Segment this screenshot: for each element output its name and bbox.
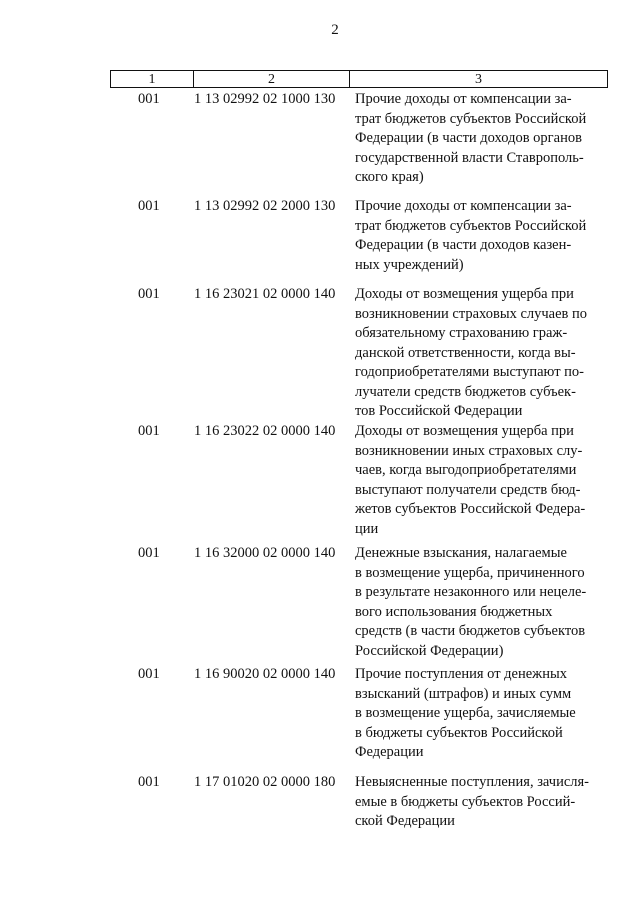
income-description: Прочие доходы от компенсации за- трат бюджетов субъектов Российской Федерации (в части доходов органов государственной власти Ставрополь- ского края)	[355, 91, 587, 185]
admin-code: 001	[138, 423, 160, 439]
budget-classification-code: 1 13 02992 02 1000 130	[194, 91, 336, 107]
budget-classification-code: 1 16 23021 02 0000 140	[194, 286, 336, 302]
admin-code: 001	[138, 91, 160, 107]
budget-classification-code: 1 13 02992 02 2000 130	[194, 198, 336, 214]
income-description: Прочие поступления от денежных взысканий (штрафов) и иных сумм в возмещение ущерба, зачисляемые в бюджеты субъектов Российской Федерации	[355, 666, 576, 760]
admin-code: 001	[138, 198, 160, 214]
budget-classification-code: 1 16 32000 02 0000 140	[194, 545, 336, 561]
table-header-col-2: 2	[194, 71, 350, 87]
income-description: Доходы от возмещения ущерба при возникновении иных страховых слу- чаев, когда выгодоприобретателями выступают получатели средств бюд- жетов субъектов Российской Федера- ции	[355, 423, 586, 537]
budget-classification-code: 1 16 90020 02 0000 140	[194, 666, 336, 682]
admin-code: 001	[138, 774, 160, 790]
budget-classification-code: 1 17 01020 02 0000 180	[194, 774, 336, 790]
income-description: Прочие доходы от компенсации за- трат бюджетов субъектов Российской Федерации (в части доходов казен- ных учреждений)	[355, 198, 587, 273]
income-description: Денежные взыскания, налагаемые в возмещение ущерба, причиненного в результате незаконного или нецеле- вого использования бюджетных средств (в части бюджетов субъектов Российской Федерации)	[355, 545, 587, 659]
admin-code: 001	[138, 666, 160, 682]
page-number: 2	[331, 22, 339, 38]
income-description: Доходы от возмещения ущерба при возникновении страховых случаев по обязательному страхованию граж- данской ответственности, когда вы- годоприобретателями выступают по- лучатели средств бюджетов субъек- тов Российской Федерации	[355, 286, 588, 419]
table-header-col-1: 1	[111, 71, 194, 87]
table-header	[110, 70, 608, 88]
table-header-col-3: 3	[475, 72, 482, 87]
admin-code: 001	[138, 545, 160, 561]
budget-classification-code: 1 16 23022 02 0000 140	[194, 423, 336, 439]
admin-code: 001	[138, 286, 160, 302]
income-description: Невыясненные поступления, зачисля- емые в бюджеты субъектов Россий- ской Федерации	[355, 774, 589, 829]
